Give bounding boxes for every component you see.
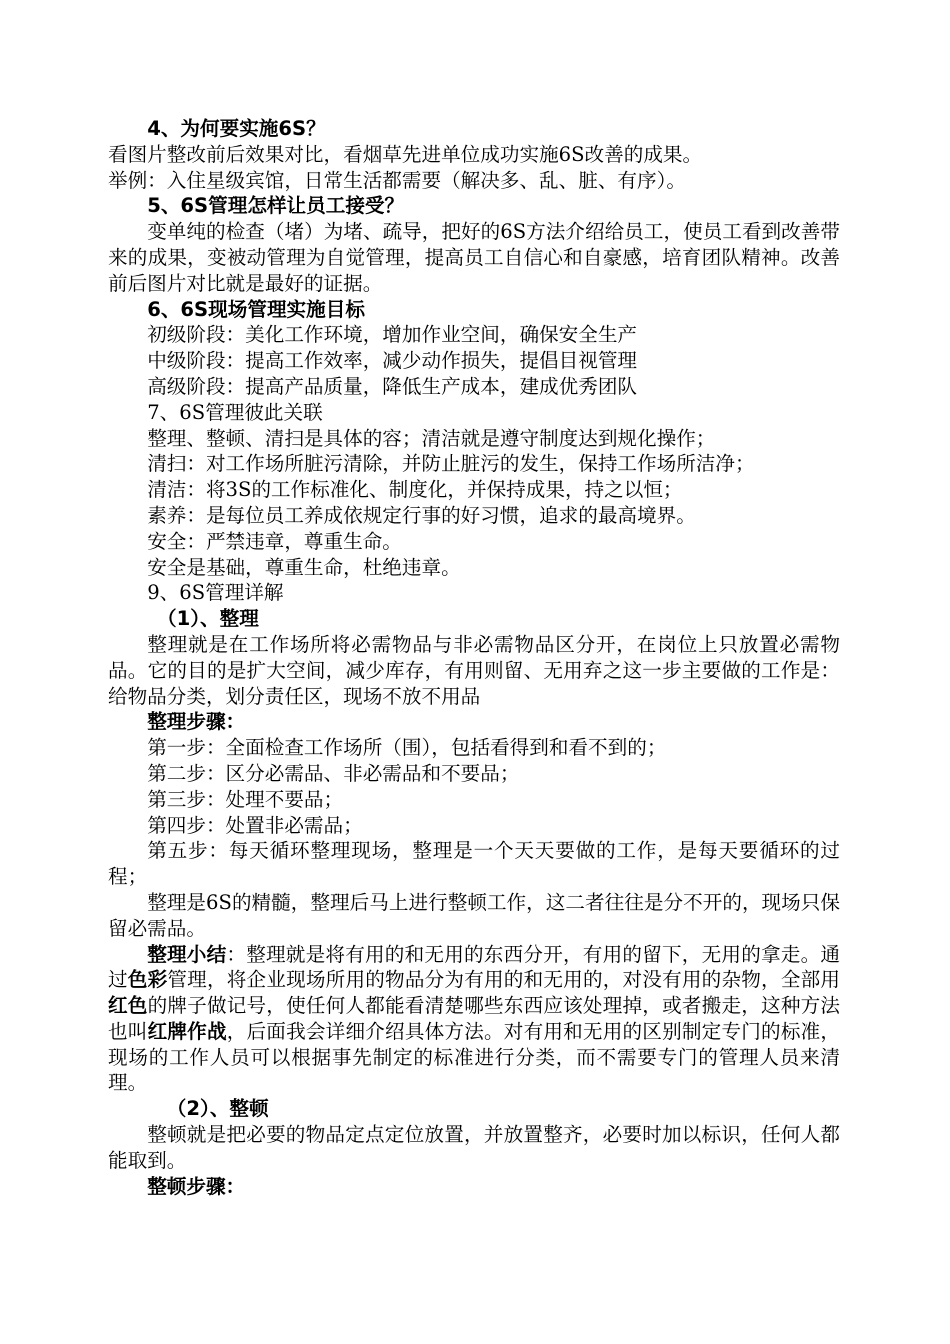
section-7-line: 清洁：将3S的工作标准化、制度化，并保持成果，持之以恒； [147,478,683,502]
summary-emphasis: 色彩 [127,968,168,992]
section-4-line: 看图片整改前后效果对比，看烟草先进单位成功实施6S改善的成果。 [108,142,703,166]
section-7-line: 安全：严禁违章，尊重生命。 [147,529,402,553]
subsection-1-paragraph: 整理就是在工作场所将必需物品与非必需物品区分开，在岗位上只放置必需物品。它的目的是扩大空间，减少库存，有用则留、无用弃之这一步主要做的工作是：给物品分类，划分责任区，现场不放不用品 [108,632,840,708]
section-7-heading: 7、6S管理彼此关联 [147,400,323,424]
section-7-line: 整理、整顿、清扫是具体的容；清洁就是遵守制度达到规化操作； [147,426,716,450]
subsection-2-heading: （2）、整顿 [166,1097,269,1121]
section-9-heading: 9、6S管理详解 [147,581,284,605]
step-item: 第五步：每天循环整理现场，整理是一个天天要做的工作，是每天要循环的过程； [108,839,840,889]
section-6-line: 高级阶段：提高产品质量，降低生产成本，建成优秀团队 [147,374,638,398]
subsection-1-heading: （1）、整理 [157,607,259,631]
summary-emphasis: 红色 [108,994,148,1018]
document-page [108,116,840,1199]
summary-text: 管理，将企业现场所用的物品分为有用的和无用的，对没有用的杂物，全部用 [167,968,841,992]
subsection-2-paragraph: 整顿就是把必要的物品定点定位放置，并放置整齐，必要时加以标识，任何人都能取到。 [108,1123,840,1172]
summary-emphasis: 红牌作战 [147,1019,227,1043]
section-6-heading: 6、6S现场管理实施目标 [147,297,365,321]
steps-heading: 整顿步骤： [147,1174,246,1198]
summary-text: ，后面我会详细介绍具体方法。对有用和无用的区别制定专门的标准，现场的工作人员可以根据事先制定的标准进行分类，而不需要专门的管理人员来清理。 [108,1019,840,1095]
summary-paragraph [108,942,840,1097]
section-5-paragraph: 变单纯的检查（堵）为堵、疏导，把好的6S方法介绍给员工，使员工看到改善带来的成果，变被动管理为自觉管理，提高员工自信心和自豪感，培育团队精神。改善前后图片对比就是最好的证据。 [108,220,840,295]
section-7-line: 安全是基础，尊重生命，杜绝违章。 [147,555,461,579]
summary-label: 整理小结 [147,942,227,966]
step-item: 第三步：处理不要品； [147,787,344,811]
section-6-line: 初级阶段：美化工作环境，增加作业空间，确保安全生产 [147,323,638,347]
summary-text: ：整理就是将有用的和无用的东西分开，有用的留下，无用的拿走。通过 [108,942,840,992]
step-item: 第二步：区分必需品、非必需品和不要品； [147,761,520,785]
section-7-line: 清扫：对工作场所脏污清除，并防止脏污的发生，保持工作场所洁净； [147,452,755,476]
section-7-line: 素养：是每位员工养成依规定行事的好习惯，追求的最高境界。 [147,503,696,527]
section-5-heading: 5、6S管理怎样让员工接受？ [147,194,405,218]
section-4-line: 举例：入住星级宾馆，日常生活都需要（解决多、乱、脏、有序）。 [108,168,687,192]
summary-text: 的牌子做记号，使任何人都能看清楚哪些东西应该处理掉，或者搬走，这种方法也叫 [108,994,840,1043]
section-6-line: 中级阶段：提高工作效率，减少动作损失，提倡目视管理 [147,349,638,373]
step-item: 第四步：处置非必需品； [147,813,363,837]
subsection-1-note: 整理是6S的精髓，整理后马上进行整顿工作，这二者往往是分不开的，现场只保留必需品。 [108,890,840,940]
step-item: 第一步：全面检查工作场所（围），包括看得到和看不到的； [147,736,667,760]
steps-heading: 整理步骤： [147,710,246,734]
section-4-heading: 4、为何要实施6S？ [147,117,326,140]
